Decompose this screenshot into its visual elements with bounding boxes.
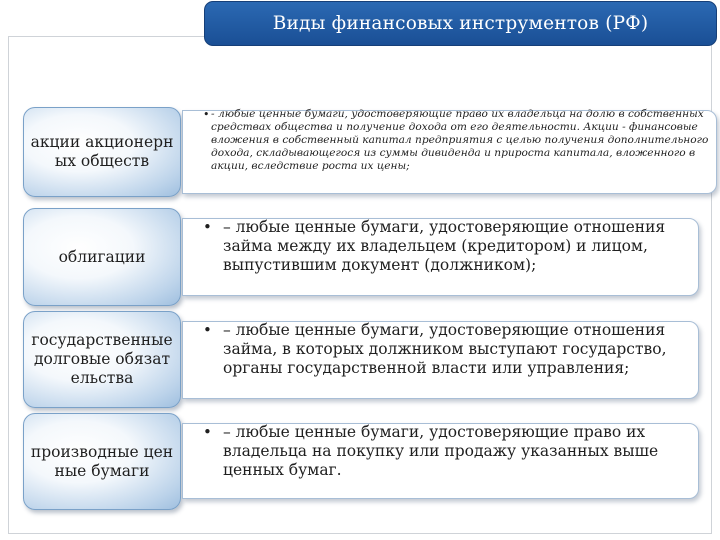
definition-box-derivatives	[182, 423, 699, 499]
term-box-shares: акции акционерных обществ	[23, 107, 181, 197]
definition-text-shares: - любые ценные бумаги, удостоверяющие право их владельца на долю в собственных средствах общества и получение дохода от его деятельности. Акции - финансовые вложения в собственный капитал предприятия с целью получения дополнительного дохода, складывающегося из суммы дивиденда и прироста капитала, вложенного в акции, вследствие роста их цены;	[211, 108, 709, 172]
definition-text-derivatives: – любые ценные бумаги, удостоверяющие право их владельца на покупку или продажу указанных выше ценных бумаг.	[223, 423, 659, 479]
definition-text-government-debt: – любые ценные бумаги, удостоверяющие отношения займа, в которых должником выступают государство, органы государственной власти или управления;	[223, 321, 667, 377]
term-box-derivatives: производные ценные бумаги	[23, 413, 181, 510]
bullet-point: •	[203, 108, 210, 121]
bullet-point: •	[203, 423, 212, 441]
definition-box-shares	[182, 110, 717, 194]
bullet-point: •	[203, 321, 212, 339]
definition-box-government-debt	[182, 321, 699, 399]
term-box-bonds: облигации	[23, 208, 181, 306]
bullet-point: •	[203, 218, 212, 236]
definition-box-bonds	[182, 218, 699, 296]
term-box-government-debt: государственные долговые обязательства	[23, 311, 181, 408]
slide-title: Виды финансовых инструментов (РФ)	[204, 1, 717, 46]
definition-text-bonds: – любые ценные бумаги, удостоверяющие отношения займа между их владельцем (кредитором) и лицом, выпустившим документ (должником);	[223, 218, 666, 274]
